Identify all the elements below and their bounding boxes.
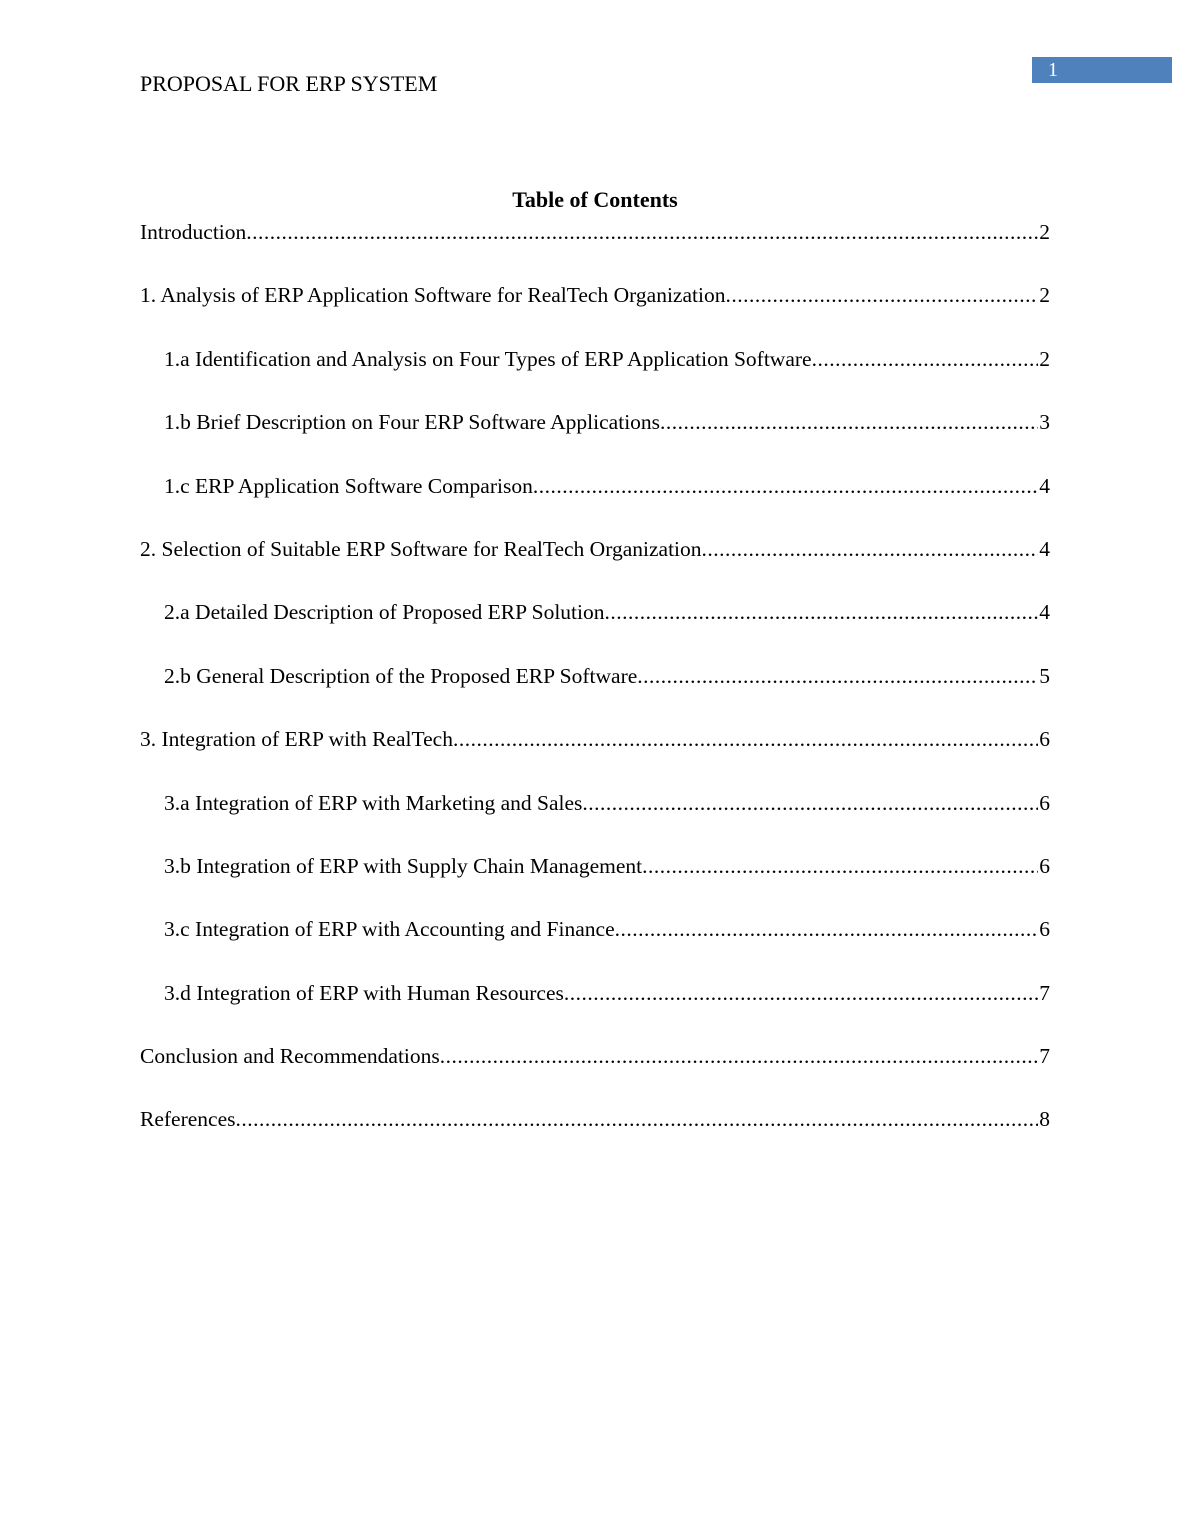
toc-entry-section-1c[interactable] xyxy=(140,472,1050,500)
toc-entry-page: 5 xyxy=(1039,663,1050,688)
dot-leader xyxy=(605,598,1039,626)
dot-leader xyxy=(615,915,1039,943)
dot-leader xyxy=(564,979,1038,1007)
toc-entry-text: 3.d Integration of ERP with Human Resources xyxy=(164,980,564,1005)
toc-entry-introduction[interactable] xyxy=(140,218,1050,246)
toc-entry-page: 7 xyxy=(1039,980,1050,1005)
dot-leader xyxy=(642,852,1038,880)
toc-entry-page: 3 xyxy=(1039,410,1050,435)
toc-entry-section-3c[interactable] xyxy=(140,915,1050,943)
running-head: PROPOSAL FOR ERP SYSTEM xyxy=(140,71,438,96)
toc-entry-text: 1.c ERP Application Software Comparison xyxy=(164,473,533,498)
dot-leader xyxy=(725,281,1038,309)
toc-entry-text: 1.a Identification and Analysis on Four Types of ERP Application Software xyxy=(164,346,812,371)
toc-entry-section-3[interactable] xyxy=(140,725,1050,753)
toc-entry-section-2a[interactable] xyxy=(140,598,1050,626)
toc-entry-section-1a[interactable] xyxy=(140,345,1050,373)
toc-entry-section-3d[interactable] xyxy=(140,979,1050,1007)
toc-entry-section-1b[interactable] xyxy=(140,408,1050,436)
toc-entry-text: 3.b Integration of ERP with Supply Chain Management xyxy=(164,853,643,878)
dot-leader xyxy=(702,535,1039,563)
toc-entry-page: 4 xyxy=(1039,473,1050,498)
toc-entry-section-3b[interactable] xyxy=(140,852,1050,880)
toc-entry-section-2[interactable] xyxy=(140,535,1050,563)
dot-leader xyxy=(440,1042,1038,1070)
dot-leader xyxy=(533,472,1038,500)
page-number: 1 xyxy=(1048,59,1058,81)
toc-entry-page: 2 xyxy=(1039,283,1050,308)
page-number-badge xyxy=(1032,57,1172,83)
dot-leader xyxy=(660,408,1038,436)
toc-entry-section-2b[interactable] xyxy=(140,662,1050,690)
toc-entry-text: References xyxy=(140,1107,236,1132)
toc-entry-page: 4 xyxy=(1039,536,1050,561)
toc-entry-page: 7 xyxy=(1039,1044,1050,1069)
toc-entry-section-1[interactable] xyxy=(140,281,1050,309)
toc-entry-text: 2.b General Description of the Proposed ERP Software xyxy=(164,663,638,688)
toc-entry-page: 6 xyxy=(1039,917,1050,942)
toc-entry-text: 1.b Brief Description on Four ERP Software Applications xyxy=(164,410,661,435)
toc-entry-text: 1. Analysis of ERP Application Software for RealTech Organization xyxy=(140,283,726,308)
toc-entry-section-3a[interactable] xyxy=(140,789,1050,817)
toc-entry-text: 3.c Integration of ERP with Accounting and Finance xyxy=(164,917,615,942)
dot-leader xyxy=(453,725,1038,753)
toc-title: Table of Contents xyxy=(512,187,678,212)
toc-entry-page: 4 xyxy=(1039,600,1050,625)
dot-leader xyxy=(812,345,1039,373)
dot-leader xyxy=(246,218,1038,246)
toc-entry-text: Introduction xyxy=(140,220,247,244)
toc-entry-page: 2 xyxy=(1039,220,1050,244)
toc-entry-text: Conclusion and Recommendations xyxy=(140,1044,440,1069)
toc-entry-text: 2. Selection of Suitable ERP Software for RealTech Organization xyxy=(140,536,702,561)
toc-entry-conclusion[interactable] xyxy=(140,1042,1050,1070)
toc-entry-text: 2.a Detailed Description of Proposed ERP Solution xyxy=(164,600,605,625)
toc-entry-page: 6 xyxy=(1039,853,1050,878)
toc-entry-page: 2 xyxy=(1039,346,1050,371)
toc-entry-text: 3. Integration of ERP with RealTech xyxy=(140,727,453,752)
dot-leader xyxy=(236,1105,1039,1133)
toc-entry-page: 8 xyxy=(1039,1107,1050,1132)
toc-entry-page: 6 xyxy=(1039,727,1050,752)
toc-entry-text: 3.a Integration of ERP with Marketing and Sales xyxy=(164,790,583,815)
table-of-contents xyxy=(140,218,1050,1169)
toc-entry-page: 6 xyxy=(1039,790,1050,815)
dot-leader xyxy=(637,662,1038,690)
dot-leader xyxy=(582,789,1038,817)
toc-entry-references[interactable] xyxy=(140,1105,1050,1133)
